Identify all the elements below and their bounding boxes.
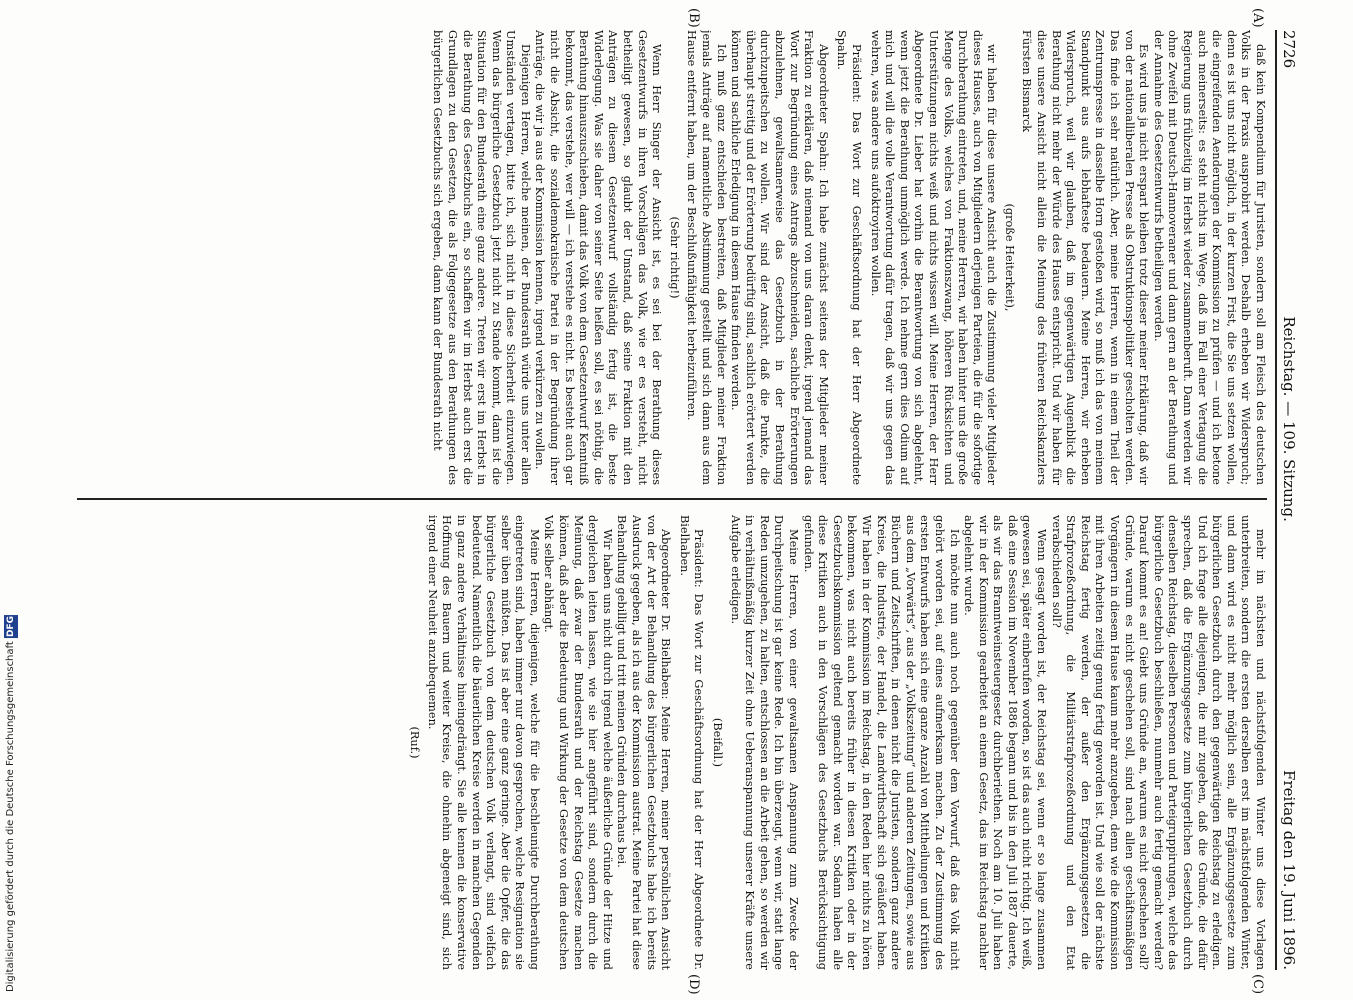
digitization-credit: [4, 615, 18, 992]
column-divider: [77, 498, 1267, 500]
margin-marker-a: (A): [1250, 8, 1265, 28]
margin-marker-d: (D): [686, 974, 701, 995]
credit-text: Digitalisierung gefördert durch die Deutsche Forschungsgemeinschaft: [5, 641, 16, 992]
margin-marker-c: (C): [1250, 974, 1265, 995]
paragraph: (Beifall.): [711, 717, 725, 768]
paragraph: Wenn gesagt worden ist, der Reichstag sei, wenn er so lange zusammen gewesen sei, später einberufen worden, so ist das auch nicht richtig. Ich weiß, daß eine Session im November 1886 begann und bis in den Juli 1887 dauerte, als wir das Branntweinsteuergesetz durchberiethen. Noch am 10. Juli haben wir in der Kommission gearbeitet an einem Gesetz, das im Reichstag nachher abgelehnt wurde.: [962, 515, 1049, 970]
left-column: [77, 30, 1267, 485]
paragraph: daß kein Kompendium für Juristen, sondern soll am Fleisch des deutschen Volks in der Praxis ausprobirt werden. Deshalb erheben wir Widerspruch; denn es ist uns nicht möglich, in der kurzen Frist, die Sie uns setzen wollen, die eingreifenden Aenderungen der Kommission zu prüfen — und ich betone auch meinerseits: es steht nichts im Wege, daß im Fall einer Vertagung die Regierung uns frühzeitig im Herbst wieder zusammenberuft. Dann werden wir ohne Zweifel mit Deutsch-Hannoveraner und dann gern an der Berathung und der Annahme des Gesetzentwurfs betheiligen werden.: [1151, 30, 1267, 485]
paragraph: Ich möchte nun auch noch gegenüber dem Vorwurf, daß das Volk nicht gehört worden sei, auf eines aufmerksam machen. Zu der Zustimmung des ersten Entwurfs haben sich eine ganze Anzahl von Mittheilungen und Kritiken aus dem „Vorwärts“, aus der „Volkszeitung“ und anderen Zeitungen, sowie aus Büchern und Zeitschriften, in denen nicht die Juristen, sondern ganz andere Kreise, die Industrie, der Handel, die Landwirthschaft sich geäußert haben. Wir haben in der Kommission im Reichstag, in den Reden hier nichts zu hören bekommen, was nicht auch bereits früher in diesen Kritiken oder in der Gesetzbuchskommission geltend gemacht worden war. Sodann haben alle diese Kritiken auch in den Vorschlägen des Gesetzbuchs Berücksichtigung gefunden.: [801, 515, 961, 970]
paragraph: Es wird uns ja nicht erspart bleiben trotz dieser meiner Erklärung, daß wir von der nationalliberalen Presse als Obstruktionspolitiker gescholten werden. Das finde ich sehr natürlich. Aber, meine Herren, wenn in einem Theil der Zentrumspresse in dasselbe Horn gestoßen wird, so muß ich das von meinem Standpunkt aus aufs lebhafteste bedauern. Meine Herren, wir erheben Widerspruch, weil wir glauben, daß im gegenwärtigen Augenblick die Berathung nicht mehr der Würde des Hauses entspricht. Und wir haben für diese unsere Ansicht nicht allein die Meinung des früheren Reichskanzlers Fürsten Bismarck: [1020, 30, 1151, 485]
margin-marker-b: (B): [686, 8, 701, 28]
paragraph: Wir haben uns nicht durch irgend welche äußerliche Gründe der Hitze und dergleichen leiten lassen, wie sie hier angeführt sind, sondern durch die Meinung, daß zwar der Bundesrath und der Reichstag Gesetze machen können, daß aber die Bedeutung und Wirkung der Gesetze von dem deutschen Volk selber abhängt.: [542, 515, 614, 970]
paragraph: Abgeordneter Spahn: Ich habe zunächst seitens der Mitglieder meiner Fraktion zu erklären, daß niemand von uns daran denkt, irgend jemand das Wort zur Begründung eines Antrags abzuschneiden, sachliche Erörterungen abzulehnen, gewaltsamerweise das Gesetzbuch in der Berathung durchzupeitschen zu wollen. Wir sind der Ansicht, daß die Punkte, die überhaupt streitig und der Erörterung bedürftig sind, sachlich erörtert werden können und sachliche Erledigung in diesem Hause finden werden.: [729, 30, 830, 485]
paragraph: Präsident: Das Wort zur Geschäftsordnung hat der Herr Abgeordnete Spahn.: [835, 30, 863, 485]
page-title: Reichstag. — 109. Sitzung.: [1280, 316, 1298, 522]
paragraph: (große Heiterkeit),: [1002, 203, 1016, 312]
paragraph: Meine Herren, von einer gewaltsamen Anspannung zum Zwecke der Durchpeitschung ist gar keine Rede. Ich bin überzeugt, wenn wir, statt lange Reden umzugehen, zu halten, entschlossen an die Arbeit gehen, so werden wir in verhältnißmäßig kurzer Zeit ohne Ueberanspannung unserer Kräfte unsere Aufgabe erledigen.: [728, 515, 800, 970]
page-header: [1275, 30, 1301, 970]
paragraph: (Sehr richtig!): [667, 216, 681, 299]
paragraph: Meine Herren, diejenigen, welche für die beschleunigte Durchberathung eingetreten sind, haben immer nur davon gesprochen, welche Resignation sie selber üben müßten. Das ist aber eine ganz geringe. Aber die Opfer, die das bürgerliche Gesetzbuch von dem deutschen Volk verlangt, sind vielfach bedeutend. Namentlich die bäuerlichen Kreise werden in manchen Gegenden in ganz andere Verhältnisse hineingedrängt. Sie alle kennen die konservative Hoffnung des Bauern und weiter Kreise, die ohnehin abgeneigt sind, sich irgend einer Neuheit anzubequemen.: [425, 515, 541, 970]
paragraph: Diejenigen Herren, welche meinen, der Bundesrath würde uns unter allen Umständen vertagen, bitte ich, sich nicht in diese Sicherheit einzuwiegen. Wenn das bürgerliche Gesetzbuch jetzt nicht zu Stande kommt, dann ist die Situation für den Bundesrath eine ganz andere. Treten wir erst im Herbst in die Berathung des Gesetzbuchs ein, so schaffen wir im Herbst auch erst die Grundlagen zu den Gesetzen, die als Folgegesetze aus den Berathungen des bürgerlichen Gesetzbuchs sich ergeben, dann kann der Bundesrath nicht: [431, 30, 532, 485]
rotated-sheet: [61, 8, 1301, 995]
dfg-logo: DFG: [6, 615, 16, 637]
page-date: Freitag den 19. Juni 1896.: [1280, 770, 1298, 970]
paragraph: mehr im nächsten und nächstfolgenden Winter uns diese Vorlagen unterbreiten, sondern die ersten derselben erst im nächstfolgenden Winter, und dann wird es nicht mehr möglich sein, alle Ergänzungsgesetze zum bürgerlichen Gesetzbuch durch den gegenwärtigen Reichstag zu erledigen. Und ich frage alle diejenigen, die mir zugeben, daß die Gründe, die dafür sprechen, daß die Ergänzungsgesetze zum bürgerlichen Gesetzbuch durch denselben Reichstag, dieselben Personen und Parteigruppirungen, welche das bürgerliche Gesetzbuch beschließen, nunmehr auch fertig gemacht werden? Darauf kommt es an! Giebt uns Gründe an, warum es nicht geschehen soll? Gründe, warum es nicht geschehen soll, sind nach allen geschäftsmäßigen Vorgängern in diesem Hause kaum mehr anzugeben, denn wie die Kommission mit ihren Arbeiten zeitig genug fertig geworden ist. Und wie soll der nächste Reichstag fertig werden, der außer den Ergänzungsgesetzen die Strafprozeßordnung, die Militärstrafprozeßordnung und den Etat verabschieden soll?: [1049, 515, 1267, 970]
paragraph: Wenn Herr Singer der Ansicht ist, es sei bei der Berathung dieses Gesetzentwurfs in ihren Vorschlägen das Volk, wie er es versteht, nicht betheiligt gewesen, so glaubt der Umstand, daß seine Fraktion mit den Anträgen zu diesem Gesetzentwurf vollständig fertig ist, die beste Widerlegung. Was sie daher von seiner Seite heißen soll, es sei nöthig, die Berathung hinauszuschieben, damit das Volk von dem Gesetzentwurf Kenntniß bekommt, das verstehe, wer will — ich verstehe es nicht. Es besteht auch gar nicht die Absicht, die sozialdemokratische Partei in der Begründung ihrer Anträge, die wir ja aus der Kommission kennen, irgend verkürzen zu wollen.: [533, 30, 664, 485]
right-column: [77, 515, 1267, 970]
paragraph: (Ruf.): [408, 726, 422, 759]
page-number: 2726: [1280, 30, 1298, 69]
paragraph: Abgeordneter Dr. Bielhaben: Meine Herren, meiner persönlichen Ansicht von der Art der Behandlung des bürgerlichen Gesetzbuchs habe ich bereits Ausdruck gegeben, als ich aus der Kommission austrat. Meine Partei hat diese Behandlung gebilligt und tritt meinen Gründen durchaus bei.: [615, 515, 673, 970]
paragraph: Präsident: Das Wort zur Geschäftsordnung hat der Herr Abgeordnete Dr. Bielhaben.: [677, 515, 706, 970]
paragraph: Ich muß ganz entschieden bestreiten, daß Mitglieder meiner Fraktion jemals Anträge auf namentliche Abstimmung gestellt und sich dann aus dem Hause entfernt haben, um der Beschlußunfähigkeit herbeizuführen.: [685, 30, 728, 485]
paragraph: wir haben für diese unsere Ansicht auch die Zustimmung vieler Mitglieder dieses Hauses, auch von Mitgliedern derjenigen Parteien, die für die sofortige Durchberathung eintreten, und, meine Herren, wir haben hinter uns die große Menge des Volks, welches von Fraktionszwang, höheren Rücksichten und Unterstützungen nichts weiß und nichts wissen will. Meine Herren, der Herr Abgeordnete Dr. Lieber hat vorhin die Berantwortung von sich abgelehnt, wenn jetzt die Berathung unmöglich werde. Ich nehme gern dies Odium auf mich und will die volle Verantwortung dafür tragen, daß wir uns gegen das wehren, was andere uns aufoktroyiren wollen.: [868, 30, 999, 485]
